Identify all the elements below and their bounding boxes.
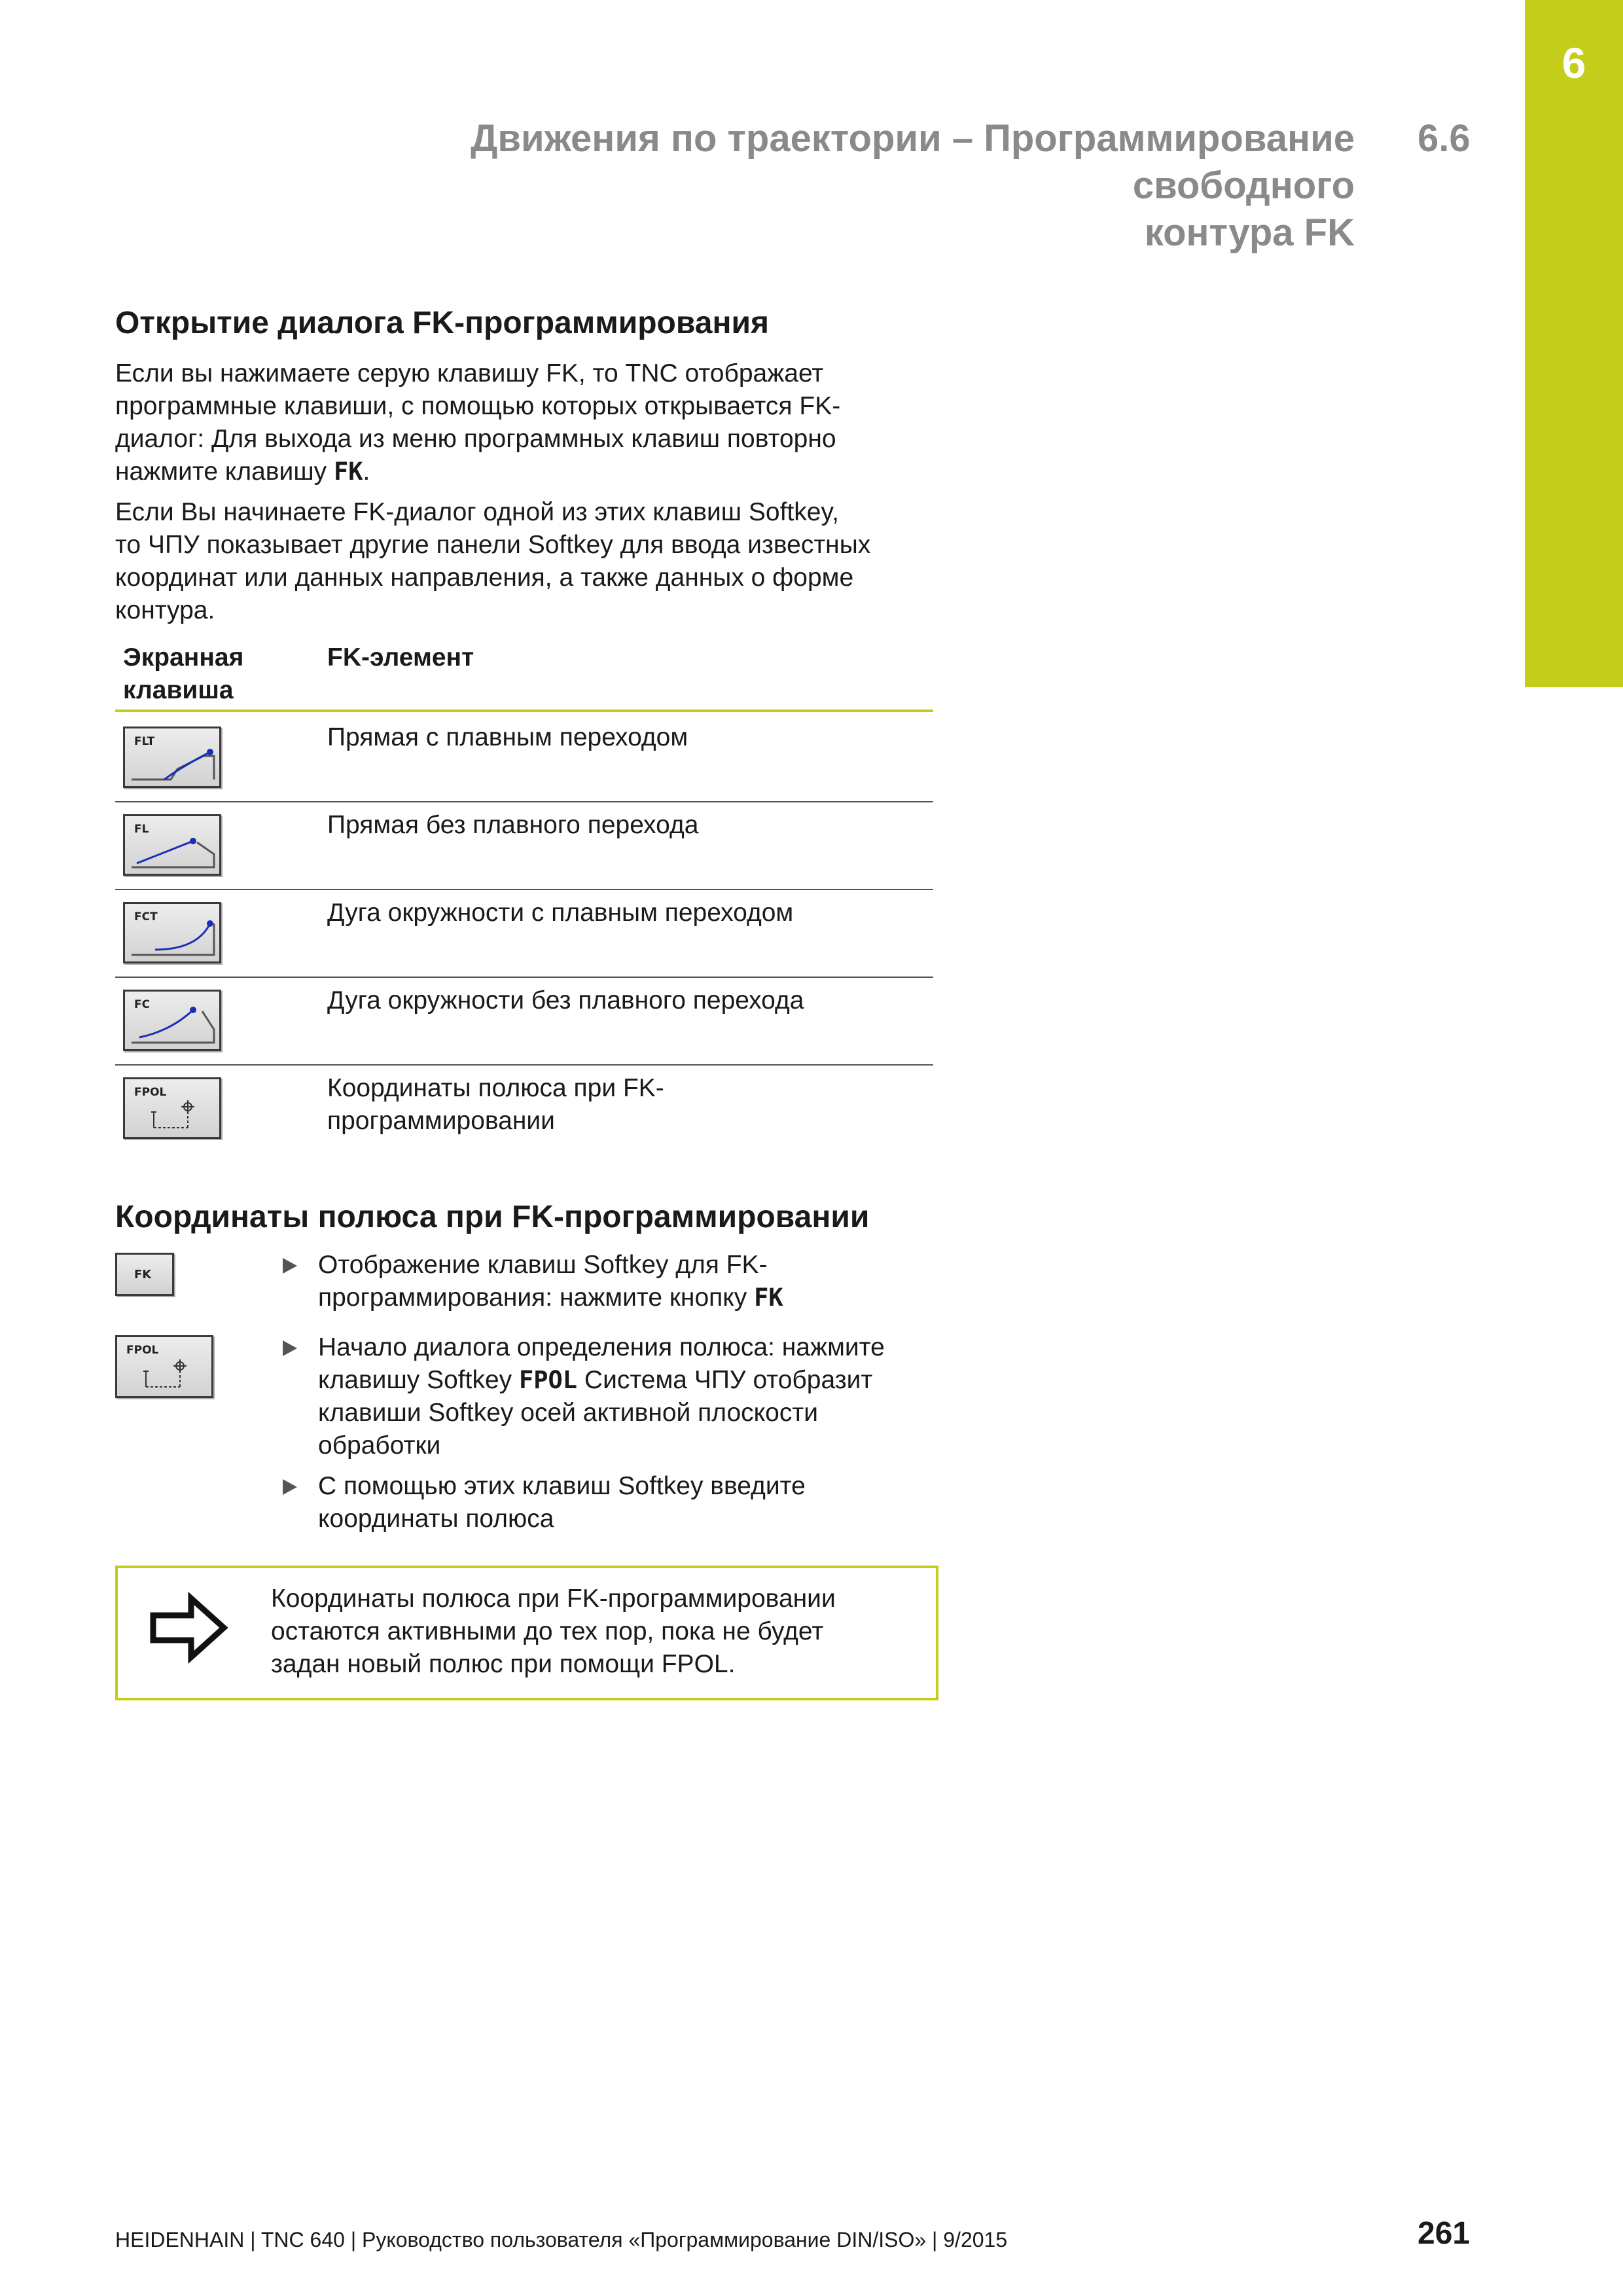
text-line: клавиши Softkey осей активной плоскости xyxy=(318,1399,819,1427)
softkey-label: FL xyxy=(134,823,149,836)
page-footer: HEIDENHAIN | TNC 640 | Руководство пользователя «Программирование DIN/ISO» | 9/2015 xyxy=(115,2228,1008,2251)
pole-icon xyxy=(117,1337,211,1396)
chapter-number: 6 xyxy=(1561,39,1586,87)
text-fragment: Система ЧПУ отобразит xyxy=(577,1366,873,1394)
fpol-softkey[interactable] xyxy=(115,1335,213,1398)
text-line xyxy=(318,1364,946,1397)
row-description xyxy=(327,809,916,842)
text-line: программные клавиши, с помощью которых открывается FK- xyxy=(115,392,841,420)
text-fragment: нажмите клавишу xyxy=(115,457,334,486)
description-line: Прямая с плавным переходом xyxy=(327,723,688,751)
text-line: Координаты полюса при FK-программировании xyxy=(271,1585,836,1613)
key-name: FPOL xyxy=(518,1366,578,1394)
text-fragment: клавишу Softkey xyxy=(318,1366,519,1394)
text-line xyxy=(318,1282,946,1314)
arc-icon xyxy=(125,992,219,1049)
text-line: координат или данных направления, а также данных о форме xyxy=(115,564,854,592)
flt-softkey[interactable] xyxy=(123,726,221,788)
text-line: координаты полюса xyxy=(318,1505,554,1533)
text-line: Начало диалога определения полюса: нажмите xyxy=(318,1333,885,1361)
fct-softkey[interactable] xyxy=(123,902,221,963)
text-fragment: . xyxy=(363,457,370,486)
softkey-label: FCT xyxy=(134,910,158,924)
section-number: 6.6 xyxy=(1418,117,1471,160)
key-name: FK xyxy=(754,1283,783,1312)
description-line: Прямая без плавного перехода xyxy=(327,811,699,839)
text-fragment: программирования: нажмите кнопку xyxy=(318,1283,755,1312)
text-line: то ЧПУ показывает другие панели Softkey для ввода известных xyxy=(115,531,871,559)
bullet-triangle-icon xyxy=(283,1340,297,1356)
softkey-label: FC xyxy=(134,998,151,1011)
paragraph xyxy=(115,496,940,627)
description-line: программировании xyxy=(327,1107,555,1135)
text-line xyxy=(115,456,940,488)
arc-tangential-icon xyxy=(125,904,219,961)
row-description xyxy=(327,1072,916,1138)
description-line: Дуга окружности с плавным переходом xyxy=(327,899,794,927)
table-header xyxy=(115,641,933,712)
arrow-right-icon xyxy=(148,1592,230,1664)
paragraph xyxy=(115,357,940,488)
row-description xyxy=(327,984,916,1017)
text-line: диалог: Для выхода из меню программных клавиш повторно xyxy=(115,425,836,453)
fc-softkey[interactable] xyxy=(123,990,221,1051)
text-line: задан новый полюс при помощи FPOL. xyxy=(271,1650,736,1678)
fk-key[interactable] xyxy=(115,1253,174,1296)
text-line: остаются активными до тех пор, пока не будет xyxy=(271,1617,824,1645)
header-line: Экранная xyxy=(123,643,244,672)
step-text xyxy=(318,1331,946,1462)
bullet-triangle-icon xyxy=(283,1258,297,1274)
step-text xyxy=(318,1470,946,1535)
table-row xyxy=(115,977,933,1066)
table-row xyxy=(115,889,933,978)
page-number: 261 xyxy=(1418,2216,1471,2251)
pole-icon xyxy=(125,1079,219,1137)
row-description xyxy=(327,721,916,754)
softkey-label: FLT xyxy=(134,735,155,748)
chapter-tab xyxy=(1525,0,1623,687)
section-heading: Открытие диалога FK-программирования xyxy=(115,306,769,340)
table-row xyxy=(115,713,933,802)
text-line: обработки xyxy=(318,1431,441,1460)
line-tangential-icon xyxy=(125,728,219,786)
softkey-label: FPOL xyxy=(126,1344,159,1357)
softkey-label: FPOL xyxy=(134,1086,167,1099)
text-line: контура. xyxy=(115,596,215,624)
table-row xyxy=(115,1064,933,1152)
row-description xyxy=(327,897,916,929)
table-row xyxy=(115,801,933,890)
bullet-triangle-icon xyxy=(283,1479,297,1495)
key-name: FK xyxy=(333,457,363,486)
description-line: Координаты полюса при FK- xyxy=(327,1074,664,1102)
text-line: Если Вы начинаете FK-диалог одной из этих клавиш Softkey, xyxy=(115,498,839,526)
text-line: Отображение клавиш Softkey для FK- xyxy=(318,1251,768,1279)
section-heading: Координаты полюса при FK-программировании xyxy=(115,1200,870,1234)
step-text xyxy=(318,1249,946,1314)
fpol-softkey[interactable] xyxy=(123,1077,221,1139)
text-line: С помощью этих клавиш Softkey введите xyxy=(318,1472,806,1500)
note-box xyxy=(115,1566,938,1700)
line-icon xyxy=(125,816,219,874)
text-line: Если вы нажимаете серую клавишу FK, то TNC отображает xyxy=(115,359,824,387)
description-line: Дуга окружности без плавного перехода xyxy=(327,986,804,1014)
fl-softkey[interactable] xyxy=(123,814,221,876)
header-title-line: контура FK xyxy=(1144,211,1355,254)
note-text xyxy=(271,1583,912,1681)
header-line: клавиша xyxy=(123,676,234,704)
page-header-title xyxy=(242,115,1355,257)
key-label: FK xyxy=(134,1268,152,1282)
column-header-element: FK-элемент xyxy=(327,643,474,672)
column-header-key xyxy=(123,641,243,707)
header-title-line: Движения по траектории – Программирование свободного xyxy=(471,117,1355,207)
